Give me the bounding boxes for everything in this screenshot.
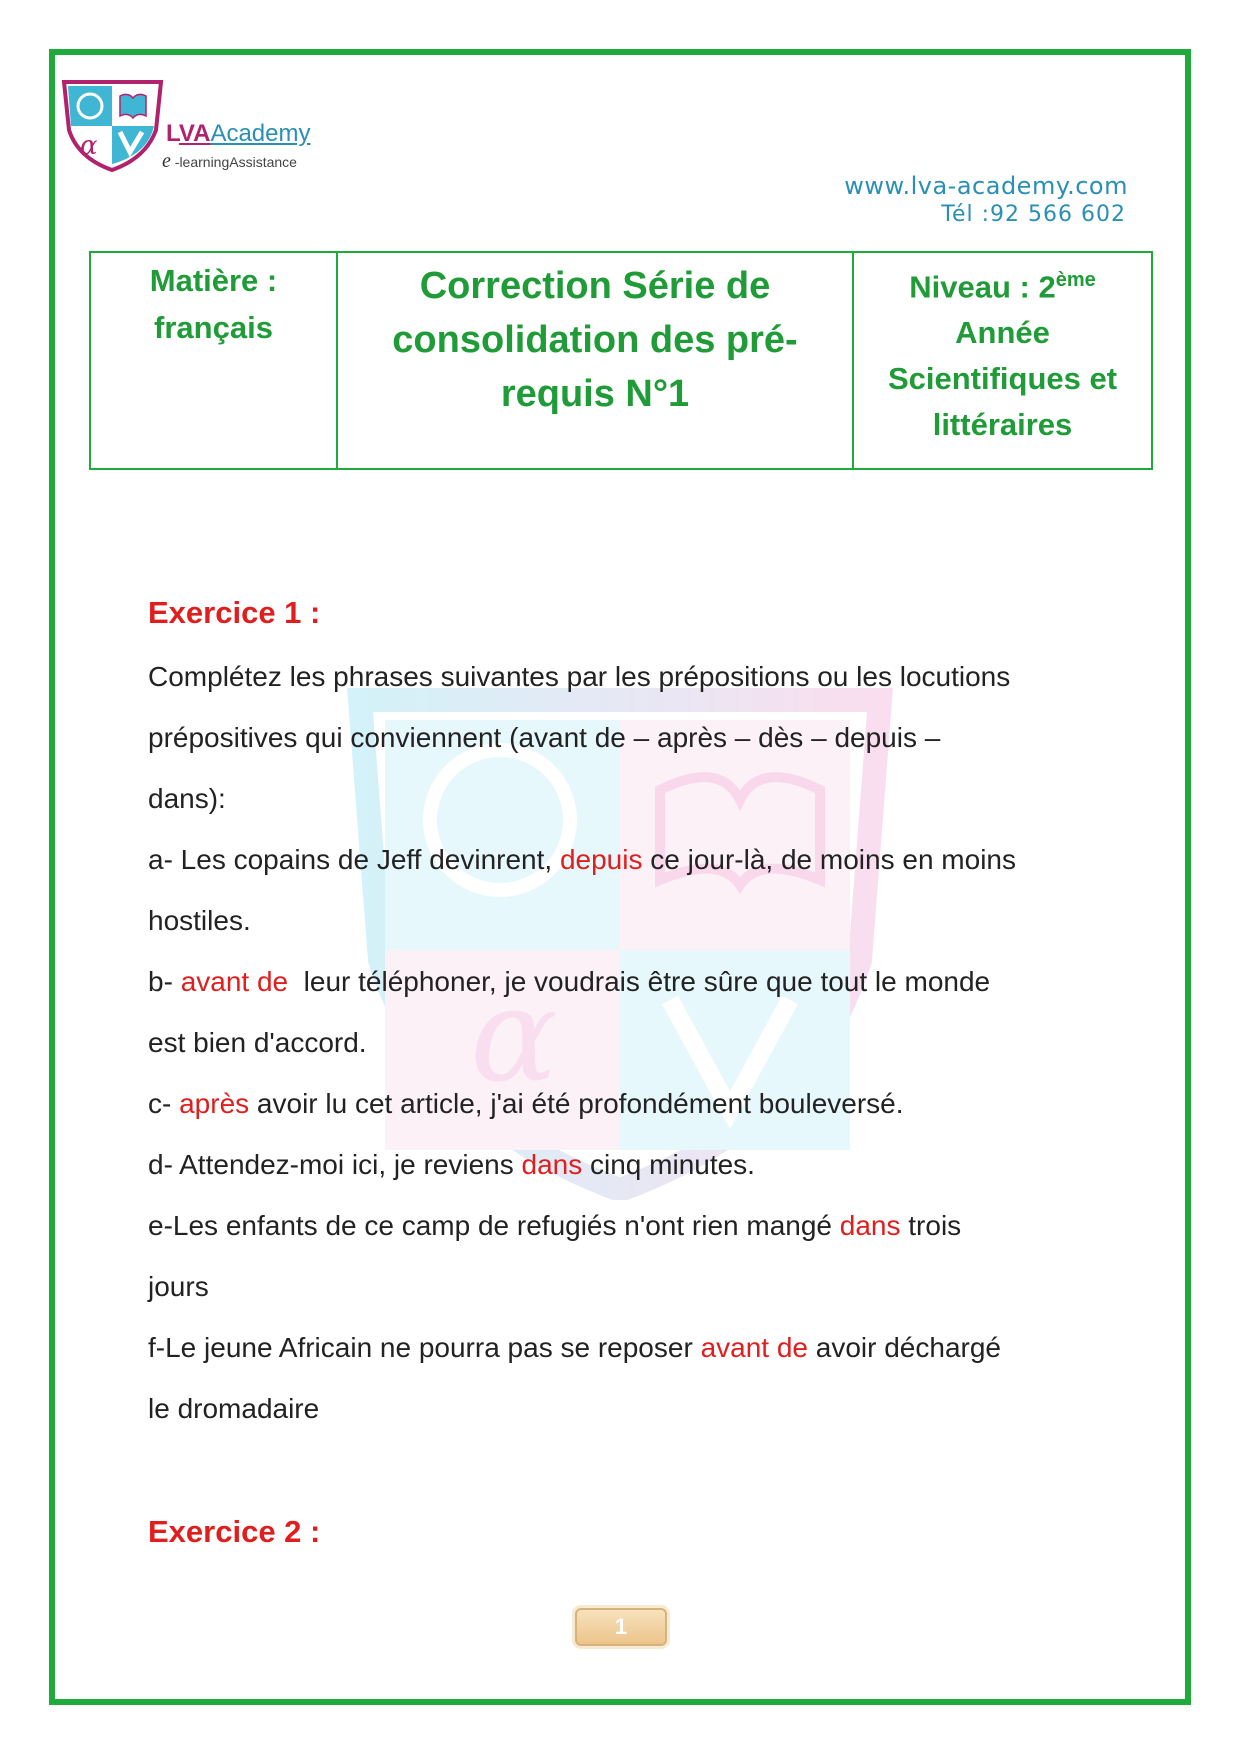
title-line-2: consolidation des pré- bbox=[392, 319, 798, 361]
title-line-1: Correction Série de bbox=[419, 265, 771, 307]
header-table bbox=[89, 251, 1153, 470]
svg-text:α: α bbox=[80, 131, 98, 161]
level-line-4: littéraires bbox=[932, 407, 1073, 443]
sentence-b: b- avant de leur téléphoner, je voudrais être sûre que tout le monde bbox=[148, 966, 991, 997]
subject-label: Matière : bbox=[149, 263, 278, 298]
sentence-e-cont: jours bbox=[148, 1271, 209, 1302]
instruction-line: prépositives qui conviennent (avant de – après – dès – depuis – bbox=[148, 722, 941, 753]
sentence-a-cont: hostiles. bbox=[148, 905, 251, 936]
brand-subtitle: e -learningAssistance bbox=[162, 150, 297, 172]
svg-text:α: α bbox=[470, 959, 558, 1111]
title-line-3: requis N°1 bbox=[500, 373, 690, 415]
sentence-f-cont: le dromadaire bbox=[148, 1393, 320, 1424]
website-link[interactable]: www.lva-academy.com bbox=[844, 172, 1128, 200]
page-number: 1 bbox=[575, 1608, 667, 1646]
level-cell bbox=[854, 253, 1151, 468]
subject-cell bbox=[91, 253, 338, 468]
sentence-f: f-Le jeune Africain ne pourra pas se reposer avant de avoir déchargé bbox=[148, 1332, 1001, 1363]
level-line-2: Année bbox=[955, 315, 1050, 351]
instruction-line: Complétez les phrases suivantes par les prépositions ou les locutions bbox=[148, 661, 1011, 692]
sentence-b-cont: est bien d'accord. bbox=[148, 1027, 367, 1058]
level-line-3: Scientifiques et bbox=[887, 361, 1118, 397]
answer-d: dans bbox=[521, 1149, 583, 1180]
sentence-a: a- Les copains de Jeff devinrent, depuis ce jour-là, de moins en moins bbox=[148, 844, 1016, 875]
instruction-line: dans): bbox=[148, 783, 226, 814]
sentence-c: c- après avoir lu cet article, j'ai été profondément bouleversé. bbox=[148, 1088, 904, 1119]
subject-value: français bbox=[154, 310, 273, 345]
answer-b: avant de bbox=[180, 966, 289, 997]
phone-number: Tél :92 566 602 bbox=[941, 202, 1126, 227]
brand-name: LVAAcademy bbox=[166, 120, 311, 147]
exercise-2-title: Exercice 2 : bbox=[148, 1514, 321, 1549]
exercise-1 bbox=[148, 588, 1108, 1439]
sentence-e: e-Les enfants de ce camp de refugiés n'ont rien mangé dans trois bbox=[148, 1210, 962, 1241]
level-line-1: Niveau : 2ème bbox=[909, 269, 1096, 305]
answer-a: depuis bbox=[559, 844, 643, 875]
answer-e: dans bbox=[839, 1210, 901, 1241]
sentence-d: d- Attendez-moi ici, je reviens dans cinq minutes. bbox=[148, 1149, 755, 1180]
title-cell bbox=[338, 253, 854, 468]
answer-f: avant de bbox=[700, 1332, 808, 1363]
answer-c: après bbox=[179, 1088, 250, 1119]
exercise-1-title: Exercice 1 : bbox=[148, 595, 321, 630]
lva-academy-logo bbox=[60, 78, 165, 173]
